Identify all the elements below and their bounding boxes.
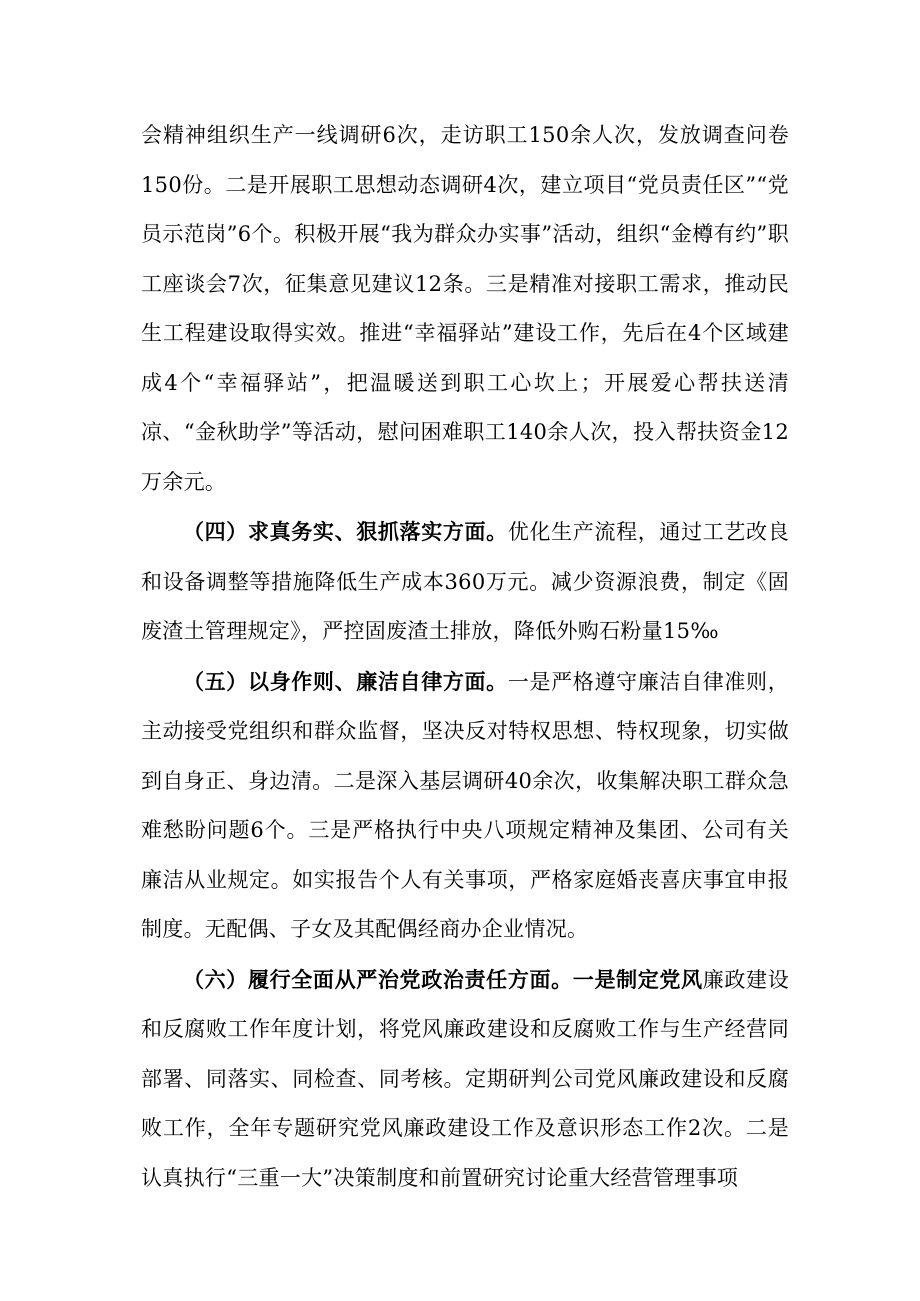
section-heading: （六）履行全面从严治党政治责任方面。一是制定党风 (183, 966, 703, 992)
paragraph-section-four (141, 507, 789, 657)
paragraph-text: 一是严格遵守廉洁自律准则，主动接受党组织和群众监督，坚决反对特权思想、特权现象，切实做到自身正、身边清。二是深入基层调研40余次，收集解决职工群众急难愁盼问题6个。三是严格执行中央八项规定精神及集团、公司有关廉洁从业规定。如实报告个人有关事项，严格家庭婚丧喜庆事宜申报制度。无配偶、子女及其配偶经商办企业情况。 (141, 669, 790, 941)
paragraph-section-six (141, 955, 789, 1204)
section-heading: （五）以身作则、廉洁自律方面。 (183, 668, 508, 694)
section-heading: （四）求真务实、狠抓落实方面。 (183, 519, 508, 544)
paragraph-text: 会精神组织生产一线调研6次，走访职工150余人次，发放调查问卷150份。二是开展职工思想动态调研4次，建立项目“党员责任区”“党员示范岗”6个。积极开展“我为群众办实事”活动，组织“金樽有约”职工座谈会7次，征集意见建议12条。三是精准对接职工需求，推动民生工程建设取得实效。推进“幸福驿站”建设工作，先后在4个区域建成4个“幸福驿站”，把温暖送到职工心坎上；开展爱心帮扶送清凉、“金秋助学”等活动，慰问困难职工140余人次，投入帮扶资金12万余元。 (141, 123, 789, 494)
paragraph-continuation (141, 111, 789, 507)
document-body (141, 111, 789, 1203)
paragraph-section-five (141, 657, 789, 955)
paragraph-text: 廉政建设和反腐败工作年度计划，将党风廉政建设和反腐败工作与生产经营同部署、同落实、同检查、同考核。定期研判公司党风廉政建设和反腐败工作，全年专题研究党风廉政建设工作及意识形态工作2次。二是认真执行“三重一大”决策制度和前置研究讨论重大经营管理事项 (141, 967, 790, 1190)
paragraph-text: 优化生产流程，通过工艺改良和设备调整等措施降低生产成本360万元。减少资源浪费，制定《固废渣土管理规定》，严控固废渣土排放，降低外购石粉量15‰ (141, 520, 790, 643)
